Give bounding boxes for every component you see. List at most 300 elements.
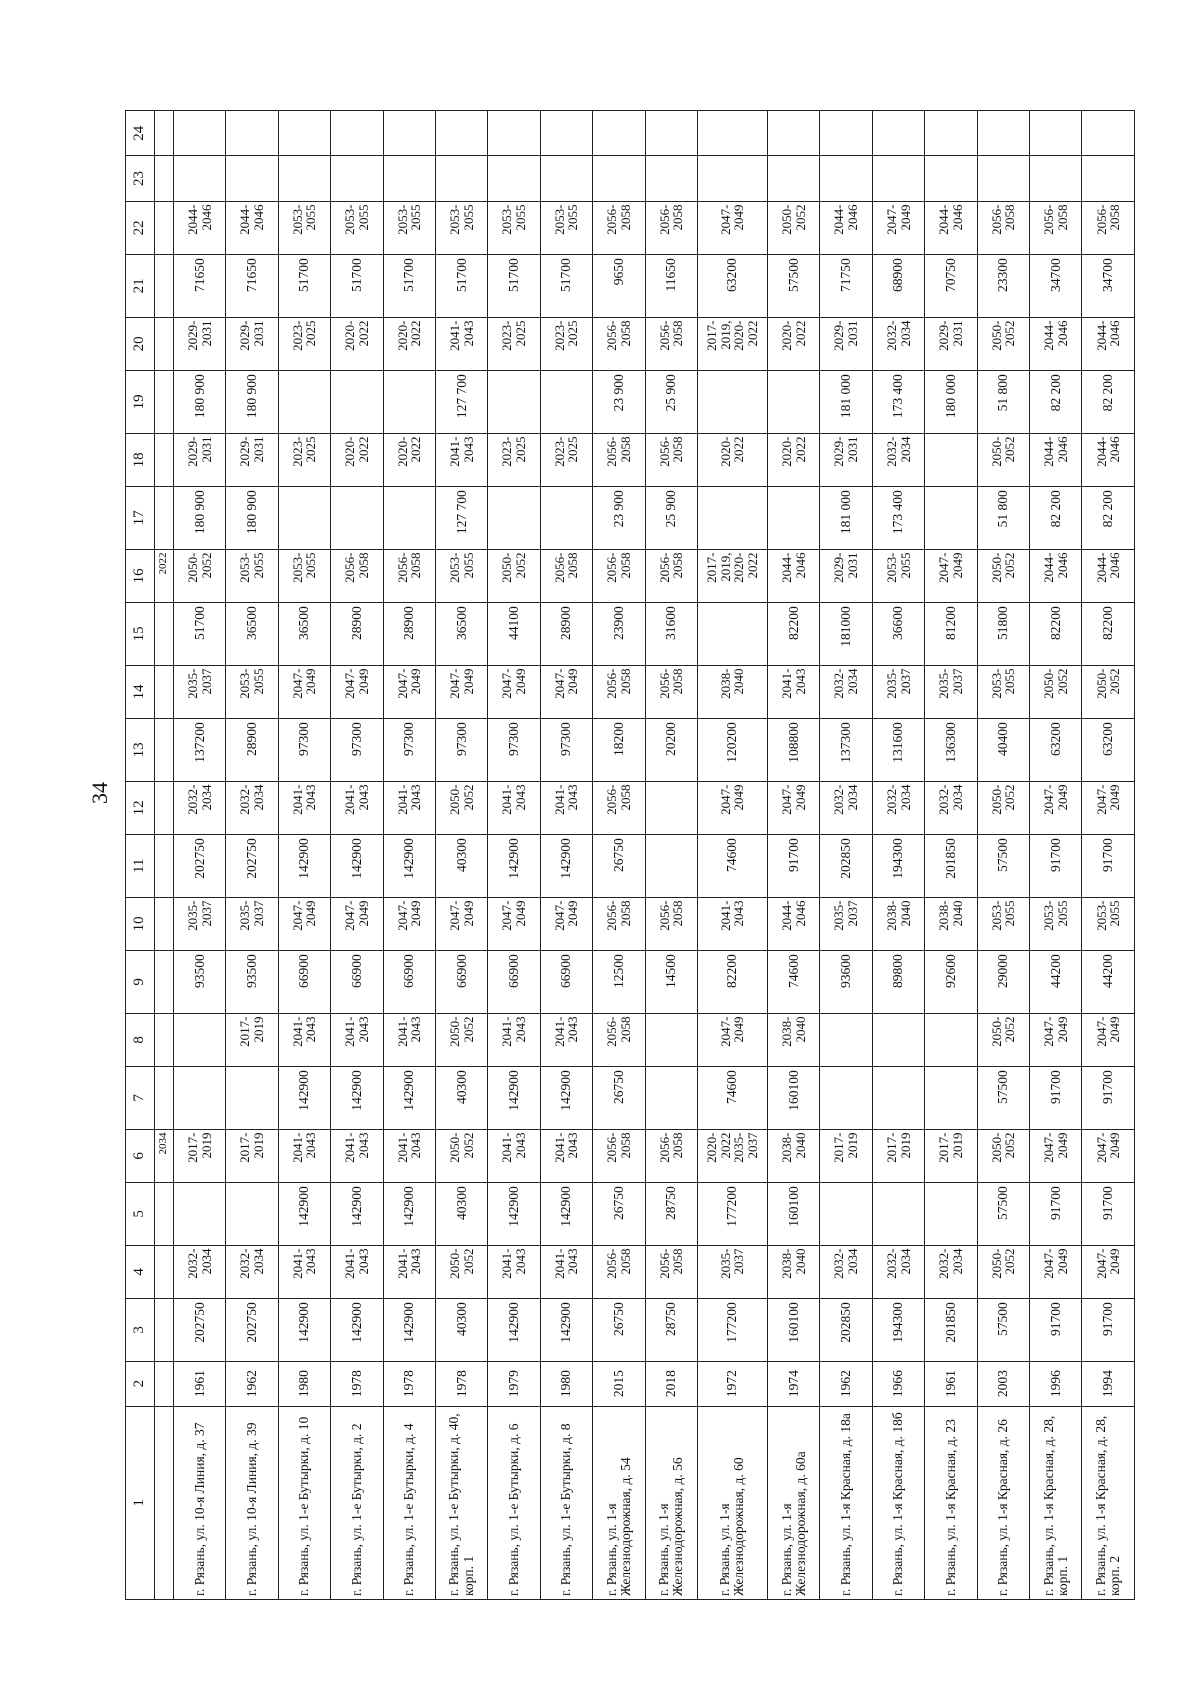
- value-cell-c23: [174, 156, 226, 201]
- value-cell-c21: 71750: [820, 255, 872, 317]
- value-cell-c3: 142900: [383, 1299, 435, 1361]
- period-cell-c18: 2050-2052: [977, 433, 1029, 487]
- address-cell: г. Рязань, ул. 1-я Красная, д. 28, корп. 1: [1030, 1406, 1082, 1599]
- period-cell-c18: 2029-2031: [820, 433, 872, 487]
- value-cell-c9: 66900: [331, 951, 383, 1013]
- value-cell-c23: [435, 156, 487, 201]
- table-row: [925, 111, 977, 1600]
- period-cell-c4: 2032-2034: [872, 1245, 924, 1299]
- page-number: 34: [87, 782, 112, 804]
- period-cell-c6: 2017-2019: [226, 1129, 278, 1183]
- period-cell-c12: 2047-2049: [768, 781, 820, 835]
- value-cell-c7: 142900: [331, 1067, 383, 1129]
- period-cell-c8: 2047-2049: [1030, 1013, 1082, 1067]
- period-cell-c12: 2032-2034: [925, 781, 977, 835]
- period-cell-c20: 2029-2031: [174, 317, 226, 371]
- subheader-empty-cell: [155, 1067, 174, 1129]
- value-cell-c24: [925, 111, 977, 156]
- period-cell-c22: 2056-2058: [645, 201, 697, 255]
- value-cell-c11: 142900: [331, 835, 383, 897]
- period-cell-c18: 2056-2058: [645, 433, 697, 487]
- period-cell-c10: 2038-2040: [925, 897, 977, 951]
- value-cell-c24: [645, 111, 697, 156]
- value-cell-c13: 120200: [697, 719, 767, 781]
- value-cell-c19: 51 800: [977, 371, 1029, 433]
- column-number-12: 12: [126, 781, 155, 835]
- column-number-21: 21: [126, 255, 155, 317]
- period-cell-c14: 2050-2052: [1082, 665, 1135, 719]
- value-cell-c13: 97300: [435, 719, 487, 781]
- build-year-cell: 1979: [488, 1361, 540, 1406]
- address-cell: г. Рязань, ул. 1-е Бутырки, д. 2: [331, 1406, 383, 1599]
- value-cell-c9: 92600: [925, 951, 977, 1013]
- period-cell-c10: 2056-2058: [593, 897, 645, 951]
- value-cell-c24: [977, 111, 1029, 156]
- value-cell-c3: 194300: [872, 1299, 924, 1361]
- value-cell-c7: [820, 1067, 872, 1129]
- table-row: [1082, 111, 1135, 1600]
- period-cell-c16: 2017-2019, 2020-2022: [697, 549, 767, 603]
- value-cell-c11: 142900: [383, 835, 435, 897]
- value-cell-c5: 142900: [540, 1183, 592, 1245]
- period-cell-c20: 2020-2022: [383, 317, 435, 371]
- build-year-cell: 1972: [697, 1361, 767, 1406]
- subheader-empty-cell: [155, 781, 174, 835]
- subheader-row: [155, 111, 174, 1600]
- period-cell-c8: 2050-2052: [435, 1013, 487, 1067]
- period-cell-c12: 2047-2049: [1030, 781, 1082, 835]
- period-cell-c6: 2056-2058: [593, 1129, 645, 1183]
- value-cell-c17: 82 200: [1082, 487, 1135, 549]
- table-row: [977, 111, 1029, 1600]
- period-cell-c12: 2047-2049: [1082, 781, 1135, 835]
- value-cell-c17: 23 900: [593, 487, 645, 549]
- table-row: [593, 111, 645, 1600]
- period-cell-c12: 2047-2049: [697, 781, 767, 835]
- column-number-19: 19: [126, 371, 155, 433]
- period-cell-c18: 2020-2022: [768, 433, 820, 487]
- value-cell-c24: [872, 111, 924, 156]
- period-cell-c12: 2032-2034: [820, 781, 872, 835]
- period-cell-c6: 2050-2052: [977, 1129, 1029, 1183]
- column-number-1: 1: [126, 1406, 155, 1599]
- period-cell-c4: 2056-2058: [593, 1245, 645, 1299]
- value-cell-c19: [768, 371, 820, 433]
- address-cell: г. Рязань, ул. 1-е Бутырки, д. 4: [383, 1406, 435, 1599]
- value-cell-c3: 91700: [1030, 1299, 1082, 1361]
- period-cell-c12: 2032-2034: [226, 781, 278, 835]
- period-cell-c16: 2029-2031: [820, 549, 872, 603]
- period-cell-c10: 2047-2049: [331, 897, 383, 951]
- value-cell-c23: [226, 156, 278, 201]
- period-cell-c4: 2032-2034: [820, 1245, 872, 1299]
- period-cell-c10: 2053-2055: [977, 897, 1029, 951]
- period-cell-c8: 2017-2019: [226, 1013, 278, 1067]
- value-cell-c5: 28750: [645, 1183, 697, 1245]
- period-cell-c10: 2035-2037: [820, 897, 872, 951]
- value-cell-c7: [872, 1067, 924, 1129]
- value-cell-c23: [768, 156, 820, 201]
- value-cell-c17: 181 000: [820, 487, 872, 549]
- value-cell-c11: 26750: [593, 835, 645, 897]
- table-row: [872, 111, 924, 1600]
- period-cell-c4: 2032-2034: [174, 1245, 226, 1299]
- period-cell-c6: 2020-2022 2035-2037: [697, 1129, 767, 1183]
- period-cell-c4: 2041-2043: [383, 1245, 435, 1299]
- value-cell-c13: 63200: [1082, 719, 1135, 781]
- subheader-empty-cell: [155, 1406, 174, 1599]
- period-cell-c4: 2032-2034: [925, 1245, 977, 1299]
- period-cell-c20: 2029-2031: [925, 317, 977, 371]
- value-cell-c15: 28900: [331, 603, 383, 665]
- value-cell-c9: 66900: [488, 951, 540, 1013]
- value-cell-c19: 181 000: [820, 371, 872, 433]
- value-cell-c11: 142900: [540, 835, 592, 897]
- period-cell-c18: 2023-2025: [278, 433, 330, 487]
- period-cell-c10: 2044-2046: [768, 897, 820, 951]
- value-cell-c7: 91700: [1030, 1067, 1082, 1129]
- subheader-empty-cell: [155, 433, 174, 487]
- column-number-13: 13: [126, 719, 155, 781]
- address-cell: г. Рязань, ул. 1-я Железнодорожная, д. 56: [645, 1406, 697, 1599]
- value-cell-c21: 51700: [540, 255, 592, 317]
- table-row: [278, 111, 330, 1600]
- period-cell-c10: 2038-2040: [872, 897, 924, 951]
- value-cell-c9: 12500: [593, 951, 645, 1013]
- value-cell-c7: 160100: [768, 1067, 820, 1129]
- value-cell-c9: 29000: [977, 951, 1029, 1013]
- period-cell-c20: 2044-2046: [1082, 317, 1135, 371]
- period-cell-c10: 2047-2049: [540, 897, 592, 951]
- value-cell-c19: 82 200: [1030, 371, 1082, 433]
- value-cell-c3: 142900: [278, 1299, 330, 1361]
- period-cell-c22: 2056-2058: [1082, 201, 1135, 255]
- value-cell-c5: [226, 1183, 278, 1245]
- period-cell-c12: [645, 781, 697, 835]
- period-cell-c8: 2041-2043: [488, 1013, 540, 1067]
- column-number-3: 3: [126, 1299, 155, 1361]
- period-cell-c20: 2029-2031: [226, 317, 278, 371]
- period-cell-c12: 2041-2043: [383, 781, 435, 835]
- period-cell-c8: 2041-2043: [540, 1013, 592, 1067]
- period-cell-c4: 2041-2043: [331, 1245, 383, 1299]
- period-cell-c12: 2041-2043: [540, 781, 592, 835]
- value-cell-c17: [488, 487, 540, 549]
- period-cell-c20: 2032-2034: [872, 317, 924, 371]
- column-number-22: 22: [126, 201, 155, 255]
- value-cell-c3: 160100: [768, 1299, 820, 1361]
- value-cell-c11: 194300: [872, 835, 924, 897]
- value-cell-c11: 91700: [1082, 835, 1135, 897]
- subheader-empty-cell: [155, 255, 174, 317]
- build-year-cell: 1962: [226, 1361, 278, 1406]
- period-cell-c8: 2041-2043: [383, 1013, 435, 1067]
- column-number-18: 18: [126, 433, 155, 487]
- table-body: [174, 111, 1135, 1600]
- value-cell-c21: 51700: [435, 255, 487, 317]
- value-cell-c23: [383, 156, 435, 201]
- value-cell-c17: [925, 487, 977, 549]
- value-cell-c3: 142900: [540, 1299, 592, 1361]
- value-cell-c15: 82200: [1030, 603, 1082, 665]
- period-cell-c6: 2038-2040: [768, 1129, 820, 1183]
- value-cell-c11: 201850: [925, 835, 977, 897]
- period-cell-c8: [925, 1013, 977, 1067]
- period-cell-c4: 2038-2040: [768, 1245, 820, 1299]
- value-cell-c17: 127 700: [435, 487, 487, 549]
- value-cell-c13: 137300: [820, 719, 872, 781]
- value-cell-c19: [278, 371, 330, 433]
- period-cell-c14: 2047-2049: [383, 665, 435, 719]
- value-cell-c9: 44200: [1030, 951, 1082, 1013]
- value-cell-c5: [872, 1183, 924, 1245]
- value-cell-c24: [278, 111, 330, 156]
- period-cell-c10: 2047-2049: [383, 897, 435, 951]
- value-cell-c17: [331, 487, 383, 549]
- value-cell-c7: 26750: [593, 1067, 645, 1129]
- period-cell-c22: 2044-2046: [820, 201, 872, 255]
- period-cell-c4: 2041-2043: [488, 1245, 540, 1299]
- period-cell-c18: 2056-2058: [593, 433, 645, 487]
- value-cell-c21: 51700: [278, 255, 330, 317]
- subheader-empty-cell: [155, 897, 174, 951]
- period-cell-c22: 2053-2055: [383, 201, 435, 255]
- table-row: [435, 111, 487, 1600]
- value-cell-c24: [768, 111, 820, 156]
- period-cell-c18: [925, 433, 977, 487]
- period-cell-c4: 2050-2052: [435, 1245, 487, 1299]
- period-cell-c18: 2044-2046: [1030, 433, 1082, 487]
- subheader-empty-cell: [155, 111, 174, 156]
- value-cell-c13: 97300: [278, 719, 330, 781]
- value-cell-c17: [383, 487, 435, 549]
- address-cell: г. Рязань, ул. 1-я Железнодорожная, д. 54: [593, 1406, 645, 1599]
- period-cell-c14: 2032-2034: [820, 665, 872, 719]
- value-cell-c15: 181000: [820, 603, 872, 665]
- period-cell-c18: 2044-2046: [1082, 433, 1135, 487]
- value-cell-c21: 11650: [645, 255, 697, 317]
- table-row: [697, 111, 767, 1600]
- value-cell-c15: 82200: [1082, 603, 1135, 665]
- period-cell-c4: 2050-2052: [977, 1245, 1029, 1299]
- subheader-empty-cell: [155, 201, 174, 255]
- value-cell-c7: 142900: [383, 1067, 435, 1129]
- value-cell-c3: 91700: [1082, 1299, 1135, 1361]
- period-cell-c18: 2023-2025: [540, 433, 592, 487]
- period-cell-c22: 2053-2055: [331, 201, 383, 255]
- value-cell-c17: 51 800: [977, 487, 1029, 549]
- value-cell-c11: 202750: [226, 835, 278, 897]
- period-cell-c14: 2035-2037: [872, 665, 924, 719]
- value-cell-c9: 66900: [435, 951, 487, 1013]
- subheader-empty-cell: [155, 371, 174, 433]
- value-cell-c19: 180 000: [925, 371, 977, 433]
- subheader-empty-cell: [155, 951, 174, 1013]
- period-cell-c14: 2047-2049: [331, 665, 383, 719]
- address-cell: г. Рязань, ул. 1-я Красная, д. 28, корп. 2: [1082, 1406, 1135, 1599]
- period-cell-c16: 2044-2046: [1030, 549, 1082, 603]
- value-cell-c3: 142900: [331, 1299, 383, 1361]
- period-cell-c4: 2041-2043: [540, 1245, 592, 1299]
- value-cell-c21: 9650: [593, 255, 645, 317]
- capital-repair-table: [125, 110, 1135, 1600]
- build-year-cell: 2003: [977, 1361, 1029, 1406]
- period-cell-c8: 2047-2049: [1082, 1013, 1135, 1067]
- table-row: [645, 111, 697, 1600]
- value-cell-c21: 63200: [697, 255, 767, 317]
- period-cell-c8: [820, 1013, 872, 1067]
- value-cell-c24: [488, 111, 540, 156]
- period-cell-c16: 2047-2049: [925, 549, 977, 603]
- period-cell-c14: 2047-2049: [540, 665, 592, 719]
- period-cell-c12: 2032-2034: [872, 781, 924, 835]
- value-cell-c13: 97300: [488, 719, 540, 781]
- value-cell-c21: 51700: [383, 255, 435, 317]
- build-year-cell: 1974: [768, 1361, 820, 1406]
- value-cell-c15: 23900: [593, 603, 645, 665]
- column-number-17: 17: [126, 487, 155, 549]
- value-cell-c23: [278, 156, 330, 201]
- address-cell: г. Рязань, ул. 1-е Бутырки, д. 10: [278, 1406, 330, 1599]
- period-cell-c4: 2047-2049: [1030, 1245, 1082, 1299]
- period-cell-c8: [174, 1013, 226, 1067]
- subheader-c16: 2022: [155, 549, 174, 603]
- value-cell-c24: [435, 111, 487, 156]
- period-cell-c6: 2041-2043: [540, 1129, 592, 1183]
- subheader-empty-cell: [155, 1013, 174, 1067]
- subheader-empty-cell: [155, 1245, 174, 1299]
- address-cell: г. Рязань, ул. 1-я Красная, д. 26: [977, 1406, 1029, 1599]
- value-cell-c13: 20200: [645, 719, 697, 781]
- value-cell-c15: [697, 603, 767, 665]
- value-cell-c13: 40400: [977, 719, 1029, 781]
- period-cell-c4: 2047-2049: [1082, 1245, 1135, 1299]
- period-cell-c16: 2050-2052: [488, 549, 540, 603]
- period-cell-c6: 2041-2043: [278, 1129, 330, 1183]
- value-cell-c24: [697, 111, 767, 156]
- column-number-9: 9: [126, 951, 155, 1013]
- value-cell-c5: 142900: [488, 1183, 540, 1245]
- value-cell-c17: [540, 487, 592, 549]
- value-cell-c23: [925, 156, 977, 201]
- column-number-6: 6: [126, 1129, 155, 1183]
- period-cell-c10: 2035-2037: [226, 897, 278, 951]
- period-cell-c12: 2041-2043: [331, 781, 383, 835]
- period-cell-c22: 2053-2055: [278, 201, 330, 255]
- value-cell-c7: 142900: [278, 1067, 330, 1129]
- value-cell-c13: 28900: [226, 719, 278, 781]
- value-cell-c23: [820, 156, 872, 201]
- period-cell-c12: 2041-2043: [488, 781, 540, 835]
- table-row: [174, 111, 226, 1600]
- value-cell-c15: 36500: [278, 603, 330, 665]
- value-cell-c17: [768, 487, 820, 549]
- value-cell-c21: 51700: [488, 255, 540, 317]
- build-year-cell: 2018: [645, 1361, 697, 1406]
- address-cell: г. Рязань, ул. 1-е Бутырки, д. 8: [540, 1406, 592, 1599]
- value-cell-c19: [331, 371, 383, 433]
- period-cell-c14: 2056-2058: [593, 665, 645, 719]
- value-cell-c7: [174, 1067, 226, 1129]
- value-cell-c19: 127 700: [435, 371, 487, 433]
- period-cell-c20: 2020-2022: [768, 317, 820, 371]
- subheader-empty-cell: [155, 317, 174, 371]
- value-cell-c5: 91700: [1082, 1183, 1135, 1245]
- period-cell-c4: 2032-2034: [226, 1245, 278, 1299]
- table-row: [768, 111, 820, 1600]
- period-cell-c18: 2029-2031: [226, 433, 278, 487]
- address-cell: г. Рязань, ул. 1-е Бутырки, д. 6: [488, 1406, 540, 1599]
- table-row: [820, 111, 872, 1600]
- period-cell-c18: 2020-2022: [331, 433, 383, 487]
- address-cell: г. Рязань, ул. 10-я Линия, д. 37: [174, 1406, 226, 1599]
- period-cell-c10: 2056-2058: [645, 897, 697, 951]
- period-cell-c10: 2053-2055: [1030, 897, 1082, 951]
- value-cell-c11: 40300: [435, 835, 487, 897]
- period-cell-c14: 2047-2049: [278, 665, 330, 719]
- table-row: [488, 111, 540, 1600]
- value-cell-c13: 97300: [540, 719, 592, 781]
- period-cell-c8: [645, 1013, 697, 1067]
- period-cell-c14: 2047-2049: [435, 665, 487, 719]
- period-cell-c6: 2047-2049: [1030, 1129, 1082, 1183]
- period-cell-c4: 2041-2043: [278, 1245, 330, 1299]
- value-cell-c17: 180 900: [226, 487, 278, 549]
- column-number-16: 16: [126, 549, 155, 603]
- value-cell-c21: 51700: [331, 255, 383, 317]
- value-cell-c17: 173 400: [872, 487, 924, 549]
- period-cell-c16: 2053-2055: [872, 549, 924, 603]
- build-year-cell: 1961: [925, 1361, 977, 1406]
- value-cell-c23: [1030, 156, 1082, 201]
- value-cell-c24: [593, 111, 645, 156]
- period-cell-c22: 2056-2058: [593, 201, 645, 255]
- period-cell-c16: 2056-2058: [331, 549, 383, 603]
- column-number-2: 2: [126, 1361, 155, 1406]
- value-cell-c24: [540, 111, 592, 156]
- value-cell-c5: [174, 1183, 226, 1245]
- period-cell-c10: 2047-2049: [488, 897, 540, 951]
- period-cell-c22: 2044-2046: [226, 201, 278, 255]
- column-number-11: 11: [126, 835, 155, 897]
- period-cell-c20: 2041-2043: [435, 317, 487, 371]
- period-cell-c6: 2017-2019: [174, 1129, 226, 1183]
- value-cell-c17: 180 900: [174, 487, 226, 549]
- column-number-10: 10: [126, 897, 155, 951]
- period-cell-c14: 2053-2055: [226, 665, 278, 719]
- value-cell-c9: 74600: [768, 951, 820, 1013]
- period-cell-c16: 2050-2052: [977, 549, 1029, 603]
- period-cell-c16: 2044-2046: [768, 549, 820, 603]
- value-cell-c19: [540, 371, 592, 433]
- period-cell-c6: 2056-2058: [645, 1129, 697, 1183]
- value-cell-c9: 66900: [278, 951, 330, 1013]
- period-cell-c6: 2017-2019: [872, 1129, 924, 1183]
- value-cell-c9: 93600: [820, 951, 872, 1013]
- value-cell-c19: 25 900: [645, 371, 697, 433]
- value-cell-c11: 202850: [820, 835, 872, 897]
- period-cell-c10: 2053-2055: [1082, 897, 1135, 951]
- value-cell-c21: 68900: [872, 255, 924, 317]
- period-cell-c8: 2041-2043: [278, 1013, 330, 1067]
- value-cell-c11: 57500: [977, 835, 1029, 897]
- value-cell-c23: [488, 156, 540, 201]
- period-cell-c8: 2041-2043: [331, 1013, 383, 1067]
- period-cell-c18: 2041-2043: [435, 433, 487, 487]
- value-cell-c23: [977, 156, 1029, 201]
- value-cell-c5: 142900: [331, 1183, 383, 1245]
- column-number-14: 14: [126, 665, 155, 719]
